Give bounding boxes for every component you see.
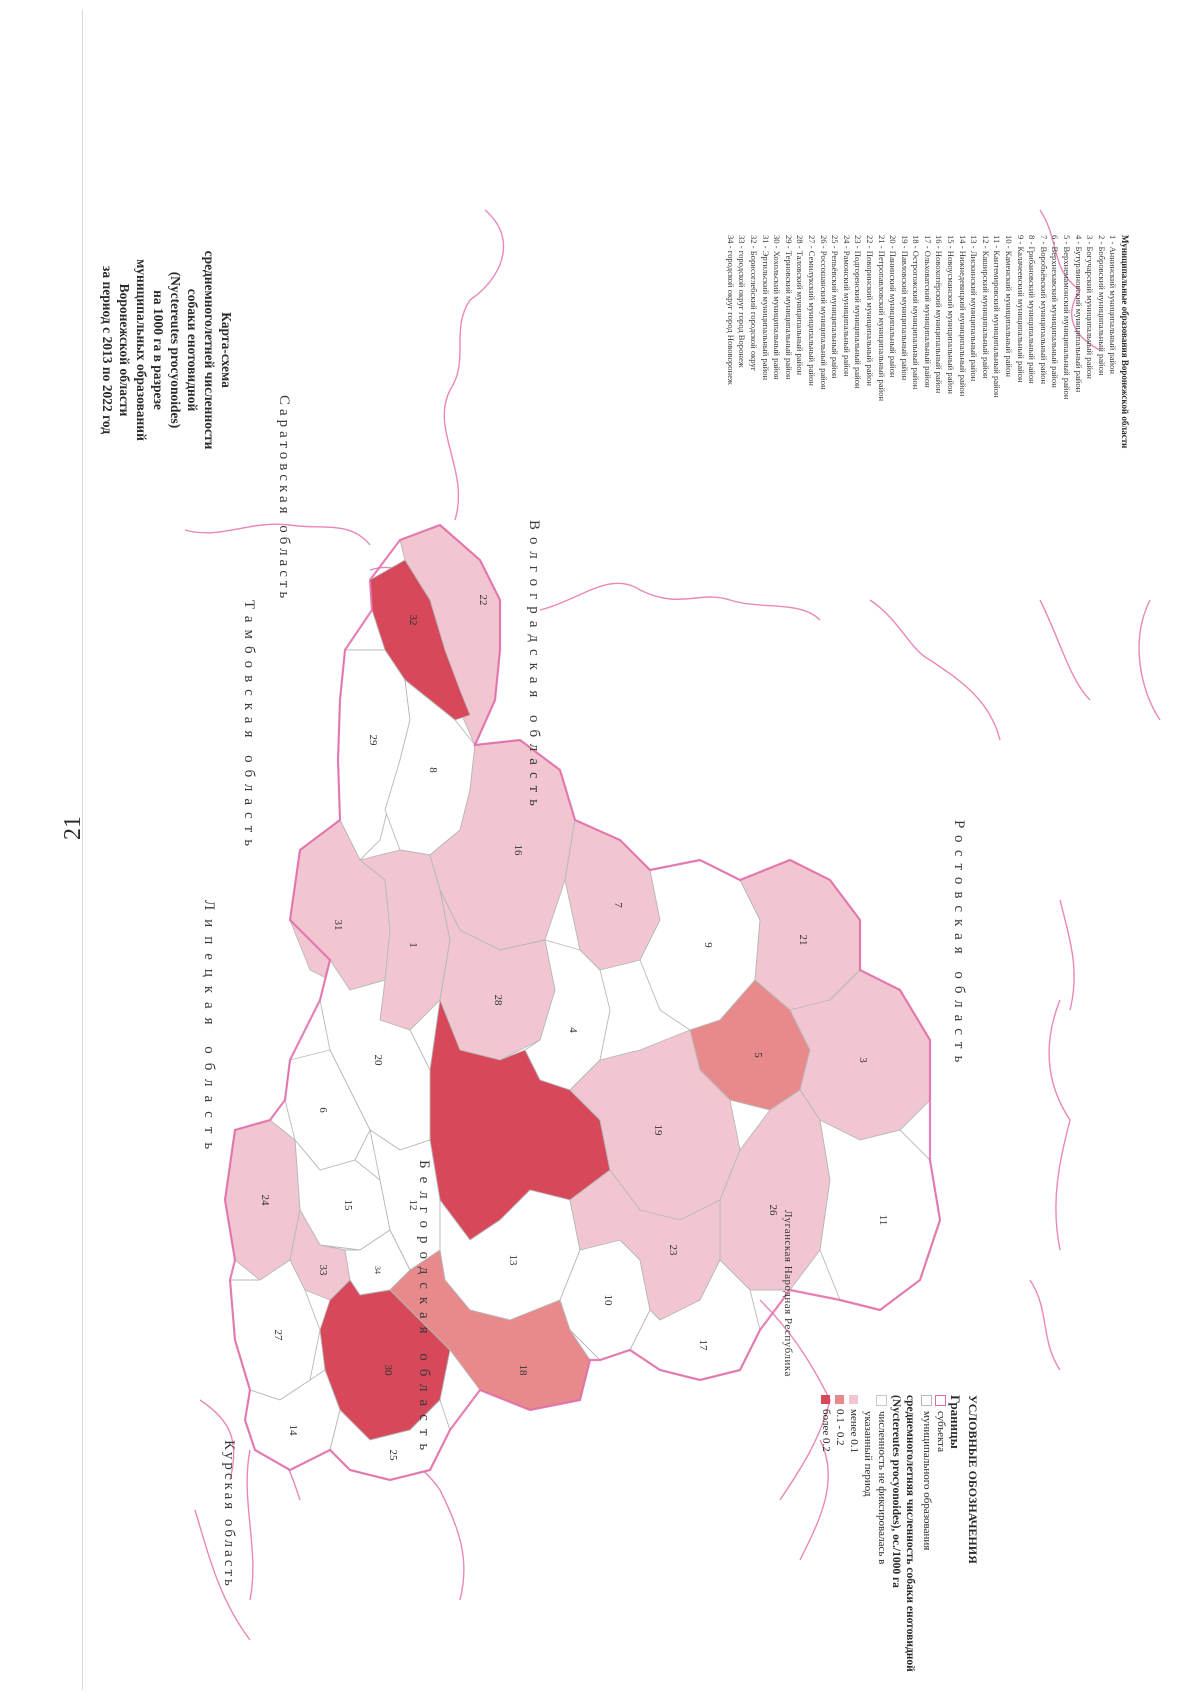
label-20: 20 [372,1054,384,1066]
municipality-item: 31 - Эртильский муниципальный район [760,235,771,381]
legend-municipal-label: муниципального образования [921,1411,933,1551]
legend-indicator: среднемноголетняя численность собаки енотовидной (Nyctereutes procyonoides), ос./1000 га [890,1395,916,1672]
title-line-6: муниципальных образований [134,259,149,441]
label-33: 33 [317,1264,329,1276]
municipality-item: 26 - Россошанский муниципальный район [818,235,829,390]
municipality-item: 15 - Новоусманский муниципальный район [946,235,957,395]
page-number: 21 [60,816,86,840]
title-line-8: за период с 2013 по 2022 год [100,265,115,435]
municipality-item: 6 - Верхнехавский муниципальный район [1050,235,1061,388]
municipality-item: 20 - Панинский муниципальный район [888,235,899,378]
label-8: 8 [427,767,439,773]
municipality-item: 7 - Воробьёвский муниципальный район [1038,235,1049,385]
neighbor-lipetsk: Липецкая область [201,900,217,1159]
neighbor-tambov: Тамбовская область [241,600,257,854]
municipality-heading: Муниципальные образования Воронежской области [1120,235,1130,449]
label-14: 14 [287,1424,299,1436]
label-7: 7 [612,902,624,908]
label-17: 17 [697,1339,709,1351]
legend-title: УСЛОВНЫЕ ОБОЗНАЧЕНИЯ [966,1395,980,1564]
municipality-item: 28 - Таловский муниципальный район [795,235,806,376]
municipality-item: 17 - Ольховатский муниципальный район [922,235,933,388]
legend-class-1-label: менее 0.1 [848,1409,860,1453]
legend-swatch-1 [850,1395,859,1404]
title-line-2: среднемноголетней численности [202,250,217,450]
legend-swatch-0 [876,1395,887,1406]
neighbor-belgorod: Белгородская область [416,1160,432,1459]
legend-subject-label: субъекта [935,1411,947,1453]
legend-class-2 [833,1395,847,1685]
municipality-item: 27 - Семилукский муниципальный район [806,235,817,386]
label-31: 31 [332,919,344,931]
municipality-item: 4 - Бутурлиновский муниципальный район [1073,235,1084,393]
label-23: 23 [667,1244,679,1256]
legend-class-3 [819,1395,833,1685]
municipality-item: 2 - Бобровский муниципальный район [1096,235,1107,376]
label-32: 32 [407,614,419,626]
legend-class-3-label: более 0.2 [820,1409,832,1452]
municipality-item: 32 - Борисоглебский городской округ [749,235,759,372]
label-4: 4 [567,1027,579,1033]
label-22: 22 [477,594,489,606]
neighbor-rostov: Ростовская область [951,820,967,1070]
label-12: 12 [407,1199,419,1211]
municipality-item: 5 - Верхнемамонский муниципальный район [1062,235,1073,400]
municipality-item: 14 - Нижнедевицкий муниципальный район [957,235,968,397]
municipality-item: 24 - Рамонский муниципальный район [841,235,852,377]
label-30: 30 [382,1364,394,1376]
label-27: 27 [272,1329,284,1341]
municipality-item: 34 - городской округ город Нововоронеж [725,235,736,385]
municipality-item: 22 - Поворинский муниципальный район [864,235,875,386]
district-26 [720,1090,830,1290]
municipality-item: 9 - Калачеевский муниципальный район [1015,235,1026,383]
label-19: 19 [652,1124,664,1136]
legend-swatch-2 [836,1395,845,1404]
neighbor-kursk: Курская область [221,1440,237,1589]
label-6: 6 [317,1107,329,1113]
label-34: 34 [373,1266,382,1274]
municipality-item: 11 - Кантемировский муниципальный район [992,235,1003,398]
title-line-4: (Nyctereutes procyonoides) [168,271,183,429]
label-26: 26 [767,1204,779,1216]
label-21: 21 [797,934,809,946]
municipality-item: 30 - Хохольский муниципальный район [772,235,783,380]
municipality-item: 8 - Грибановский муниципальный район [1027,235,1038,384]
municipality-item: 23 - Подгоренский муниципальный район [853,235,864,389]
label-28: 28 [492,994,504,1006]
title-line-7: Воронежской области [117,283,132,417]
neighbor-lugansk: Луганская Народная Республика [782,1210,794,1377]
label-10: 10 [602,1294,614,1306]
label-9: 9 [702,942,714,948]
label-16: 16 [512,844,524,856]
municipality-item: 25 - Репьёвский муниципальный район [830,235,841,379]
municipality-item: 13 - Лискинский муниципальный район [969,235,980,382]
title-line-1: Карта-схема [219,312,234,388]
municipality-item: 18 - Острогожский муниципальный район [911,235,922,390]
district-shapes [225,525,940,1480]
legend-borders-heading: Границы [948,1395,963,1449]
legend-municipal-border [920,1395,934,1685]
label-29: 29 [367,734,379,746]
label-25: 25 [387,1449,399,1461]
label-24: 24 [259,1194,271,1206]
label-18: 18 [517,1364,529,1376]
label-13: 13 [507,1254,519,1266]
label-1: 1 [407,942,419,948]
municipality-item: 19 - Павловский муниципальный район [899,235,910,381]
label-11: 11 [877,1214,889,1226]
title-line-3: собаки енотовидной [185,288,200,412]
municipality-item: 12 - Каширский муниципальный район [980,235,991,379]
legend-swatch-3 [822,1395,831,1404]
municipality-item: 21 - Петропавловский муниципальный район [876,235,887,402]
neighbor-volgograd: Волгоградская область [526,520,542,813]
municipality-item: 16 - Новохопёрский муниципальный район [934,235,945,394]
legend-subject-border [934,1395,948,1685]
legend-class-1 [847,1395,861,1685]
legend-class-2-label: 0.1 - 0.2 [834,1409,846,1446]
municipality-item: 29 - Терновский муниципальный район [783,235,794,380]
municipality-item: 10 - Каменский муниципальный район [1004,235,1015,377]
label-3: 3 [857,1057,869,1063]
municipality-item: 33 - городской округ город Воронеж [737,235,748,368]
title-line-5: на 1000 га в разрезе [151,290,166,410]
legend-class-0-label: численность не фиксировалась в указанный период [862,1411,888,1565]
legend-class-0 [861,1395,889,1685]
municipality-item: 3 - Богучарский муниципальный район [1085,235,1096,379]
municipality-item: 1 - Аннинский муниципальный район [1108,235,1119,374]
neighbor-saratov: Саратовская область [276,395,292,603]
label-15: 15 [342,1199,354,1211]
label-5: 5 [752,1052,764,1058]
